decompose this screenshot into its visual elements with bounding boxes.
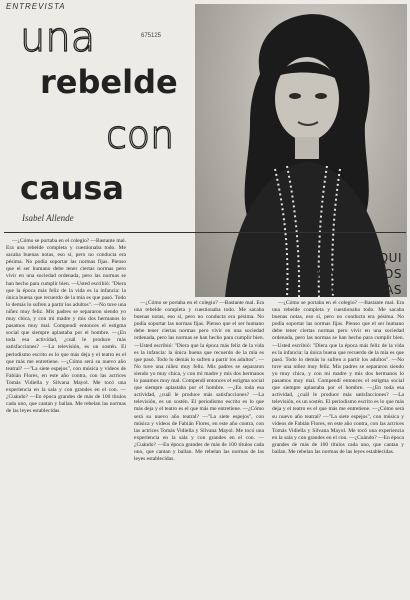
byline: Isabel Allende <box>22 213 74 223</box>
article-text: —¿Cómo se portaba en el colegio? —Bastante mal. Era una rebelde completa y cuestionaba todo. Me sacaba buenas notas, eso sí, pero no conducta era pésima. No podía soportar las normas fijas. Pienso que el ser humano debe tener ciertas normas pero vivir en una sociedad ordenada, pero las normas se han hecho para cumplir bien. —Usted escribió: "Diera que la época más feliz de la vida es la infancia: la única buena que recuerdo de la mía es que pasó. Todo lo demás lo sufren a partir los adultos". —No tuve una niñez muy feliz. Mis padres se separaron siendo yo muy chica, y con mi madre y mis dos hermanos lo pasamos muy mal. Compendí entonces el estigma social que siempre aplastaba por el hombre. —¿En toda esa actividad, ¿cuál le produce más satisfacciones? —La televisión, es un sostén. El periodismo escrito es lo que más deja y el teatro es el que más me entretiene. —¿Cómo será su nuevo año teatral? —"La siete espejos", con música y vídeos de Fabián Flores, en este año contra, con las actrices Tomás Vidiella y Silvana Mayol. Me tocó una experiencia en la sala y con grandes en el con. —¿Cuándo? —En época grandes de más de 100 títulos cada uno, que cantan y bailan. Me rebelan las normas de las leyes establecidas. <box>272 300 404 455</box>
pull-quote-line: NOSOTRAS <box>331 283 402 297</box>
article-column-1 <box>6 238 126 580</box>
reference-number: 675125 <box>141 33 162 39</box>
article-text: —¿Cómo se portaba en el colegio? —Bastante mal. Era una rebelde completa y cuestionaba todo. Me sacaba buenas notas, eso sí, pero no conducta era pésima. No podía soportar las normas fijas. Pienso que el ser humano debe tener ciertas normas pero vivir en una sociedad ordenada, pero las normas se han hecho para cumplir bien. —Usted escribió: "Diera que la época más feliz de la vida es la infancia: la única buena que recuerdo de la mía es que pasó. Todo lo demás lo sufren a partir los adultos". —No tuve una niñez muy feliz. Mis padres se separaron siendo yo muy chica, y con mi madre y mis dos hermanos lo pasamos muy mal. Compendí entonces el estigma social que siempre aplastaba por el hombre. —¿En toda esa actividad, ¿cuál le produce más satisfacciones? —La televisión, es un sostén. El periodismo escrito es lo que más deja y el teatro es el que más me entretiene. —¿Cómo será su nuevo año teatral? —"La siete espejos", con música y vídeos de Fabián Flores, en este año contra, con las actrices Tomás Vidiella y Silvana Mayol. Me tocó una experiencia en la sala y con grandes en el con. —¿Cuándo? —En época grandes de más de 100 títulos cada uno, que cantan y bailan. Me rebelan las normas de las leyes establecidas. <box>6 238 126 415</box>
headline-line-4: causa <box>20 169 124 207</box>
headline-line-2: rebelde <box>40 63 178 101</box>
pull-quote <box>284 250 402 298</box>
divider <box>4 232 406 233</box>
article-text: —¿Cómo se portaba en el colegio? —Bastante mal. Era una rebelde completa y cuestionaba todo. Me sacaba buenas notas, eso sí, pero no conducta era pésima. No podía soportar las normas fijas. Pienso que el ser humano debe tener ciertas normas pero vivir en una sociedad ordenada, pero las normas se han hecho para cumplir bien. —Usted escribió: "Diera que la época más feliz de la vida es la infancia: la única buena que recuerdo de la mía es que pasó. Todo lo demás lo sufren a partir los adultos". —No tuve una niñez muy feliz. Mis padres se separaron siendo yo muy chica, y con mi madre y mis dos hermanos lo pasamos muy mal. Compendí entonces el estigma social que siempre aplastaba por el hombre. —¿En toda esa actividad, ¿cuál le produce más satisfacciones? —La televisión, es un sostén. El periodismo escrito es lo que más deja y el teatro es el que más me entretiene. —¿Cómo será su nuevo año teatral? —"La siete espejos", con música y vídeos de Fabián Flores, en este año contra, con las actrices Tomás Vidiella y Silvana Mayol. Me tocó una experiencia en la sala y con grandes en el con. —¿Cuándo? —En época grandes de más de 100 títulos cada uno, que cantan y bailan. Me rebelan las normas de las leyes establecidas. <box>134 300 264 463</box>
headline-line-1: una <box>20 15 96 61</box>
section-label: ENTREVISTA <box>6 2 66 11</box>
pull-quote-line: CONVERSAMOS <box>302 267 402 281</box>
article-column-3 <box>272 300 404 580</box>
headline-line-3: con <box>106 113 175 157</box>
pull-quote-line: AQUI <box>370 251 402 265</box>
article-column-2 <box>134 300 264 580</box>
